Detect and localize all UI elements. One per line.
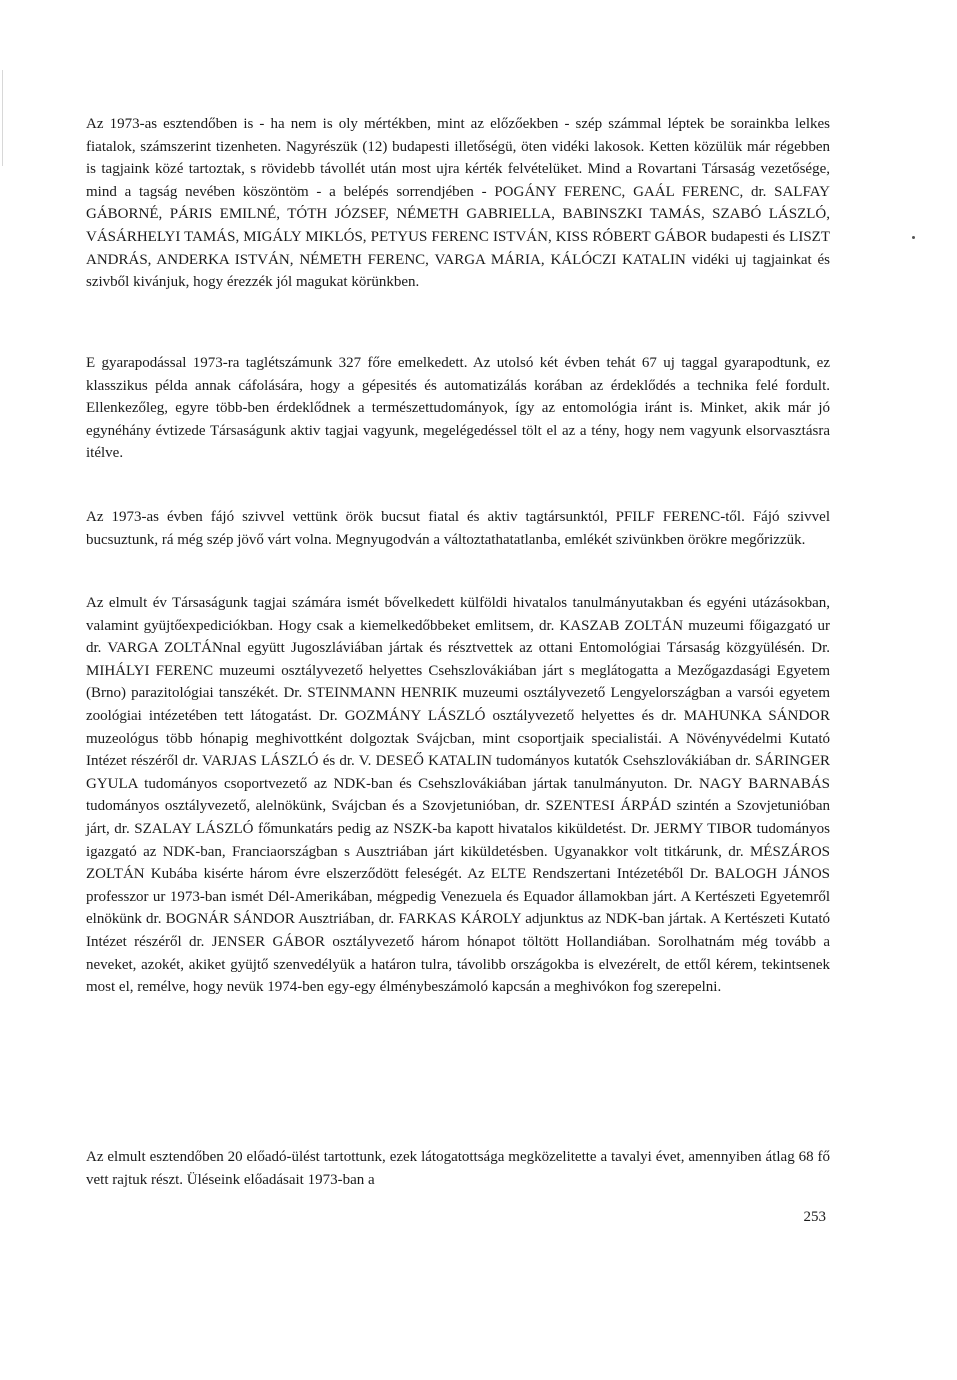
paragraph-membership-growth (86, 352, 830, 465)
scan-edge-mark (2, 70, 3, 166)
paragraph-text: Az elmult esztendőben 20 előadó-ülést tartottunk, ezek látogatottsága megközelitette a tavalyi évet, amennyiben átlag 68 fő vett rajtuk részt. Üléseink előadásait 1973-ban a (86, 1149, 830, 1188)
scan-speck (912, 236, 915, 239)
paragraph-obituary (86, 506, 830, 551)
paragraph-text: Az 1973-as évben fájó szivvel vettünk örök bucsut fiatal és aktiv tagtársunktól, PFILF FERENC-től. Fájó szivvel bucsuztunk, rá még szép jövő várt volna. Megnyugodván a változtathatatlanba, emlékét szivünkben örökre megőrizzük. (86, 509, 830, 548)
paragraph-new-members (86, 113, 830, 294)
paragraph-lectures (86, 1146, 830, 1191)
paragraph-study-trips (86, 592, 830, 999)
page-number: 253 (803, 1209, 826, 1225)
paragraph-text: Az 1973-as esztendőben is - ha nem is oly mértékben, mint az előzőekben - szép számmal léptek be sorainkba lelkes fiatalok, számszerint tizenheten. Nagyrészük (12) budapesti illetőségü, öten vidéki lakosok. Ketten közülük már régebben is tagjaink közé tartoztak, s rövidebb távollét után most ujra kérték felvételüket. Mind a Rovartani Társaság vezetősége, mind a tagság nevében köszöntöm - a belépés sorrendjében - POGÁNY FERENC, GAÁL FERENC, dr. SALFAY GÁBORNÉ, PÁRIS EMILNÉ, TÓTH JÓZSEF, NÉMETH GABRIELLA, BABINSZKI TAMÁS, SZABÓ LÁSZLÓ, VÁSÁRHELYI TAMÁS, MIGÁLY MIKLÓS, PETYUS FERENC ISTVÁN, KISS RÓBERT GÁBOR budapesti és LISZT ANDRÁS, ANDERKA ISTVÁN, NÉMETH FERENC, VARGA MÁRIA, KÁLÓCZI KATALIN vidéki uj tagjainkat és szivből kivánjuk, hogy érezzék jól magukat körünkben. (86, 116, 830, 291)
paragraph-text: E gyarapodással 1973-ra taglétszámunk 327 főre emelkedett. Az utolsó két évben tehát 67 uj taggal gyarapodtunk, ez klasszikus példa annak cáfolására, hogy a gépesités és automatizálás korában az érdeklődés a technika felé fordult. Ellenkezőleg, egyre több-ben érdeklődnek a természettudományok, így az entomológia iránt is. Minket, akik már jó egynéhány évtizede Társaságunk aktiv tagjai vagyunk, megelégedéssel tölt el az a tény, hogy nem vagyunk elsorvasztásra itélve. (86, 355, 830, 462)
paragraph-text: Az elmult év Társaságunk tagjai számára ismét bővelkedett külföldi hivatalos tanulmányutakban és egyéni utázásokban, valamint gyüjtőexpediciókban. Hogy csak a kiemelkedőbbeket emlitsem, dr. KASZAB ZOLTÁN muzeumi főigazgató ur dr. VARGA ZOLTÁNnal együtt Jugoszláviában jártak és résztvettek az ottani Entomológiai Társaság közgyülésén. Dr. MIHÁLYI FERENC muzeumi osztályvezető helyettes Csehszlovákiában járt s meglátogatta a Mezőgazdasági Egyetem (Brno) parazitológiai tanszékét. Dr. STEINMANN HENRIK muzeumi osztályvezető Lengyelországban a varsói egyetem zoológiai intézetében tett látogatást. Dr. GOZMÁNY LÁSZLÓ osztályvezető helyettes és dr. MAHUNKA SÁNDOR muzeológus több hónapig meghivottként dolgoztak Svájcban, mint csoportjaik specialistái. A Növényvédelmi Kutató Intézet részéről dr. VARJAS LÁSZLÓ és dr. V. DESEŐ KATALIN tudományos kutatók Csehszlovákiában dr. SÁRINGER GYULA tudományos csoportvezető az NDK-ban és Csehszlovákiában jártak tanulmányuton. Dr. NAGY BARNABÁS tudományos osztályvezető, alelnökünk, Svájcban és a Szovjetunióban, dr. SZENTESI ÁRPÁD szintén a Szovjetunióban járt, dr. SZALAY LÁSZLÓ főmunkatárs pedig az NSZK-ba kapott hivatalos kiküldetést. Dr. JERMY TIBOR tudományos igazgató az NDK-ban, Franciaországban s Ausztriában járt kiküldetésben. Ugyanakkor volt titkárunk, dr. MÉSZÁROS ZOLTÁN Kubába kisérte három évre elszerződött feleségét. Az ELTE Rendszertani Intézetéből Dr. BALOGH JÁNOS professzor ur 1973-ban ismét Dél-Amerikában, mégpedig Venezuela és Equador államokban járt. A Kertészeti Egyetemről elnökünk dr. BOGNÁR SÁNDOR Ausztriában, dr. FARKAS KÁROLY adjunktus az NDK-ban jártak. A Kertészeti Kutató Intézet részéről dr. JENSER GÁBOR osztályvezető három hónapot töltött Hollandiában. Sorolhatnám még tovább a neveket, azokét, akiket gyüjtő szenvedélyük a határon tulra, távolibb országokba is elvezérelt, de ettől kérem, tekintsenek most el, remélve, hogy nevük 1974-ben egy-egy élménybeszámoló kapcsán a meghivókon fog szerepelni. (86, 595, 830, 996)
